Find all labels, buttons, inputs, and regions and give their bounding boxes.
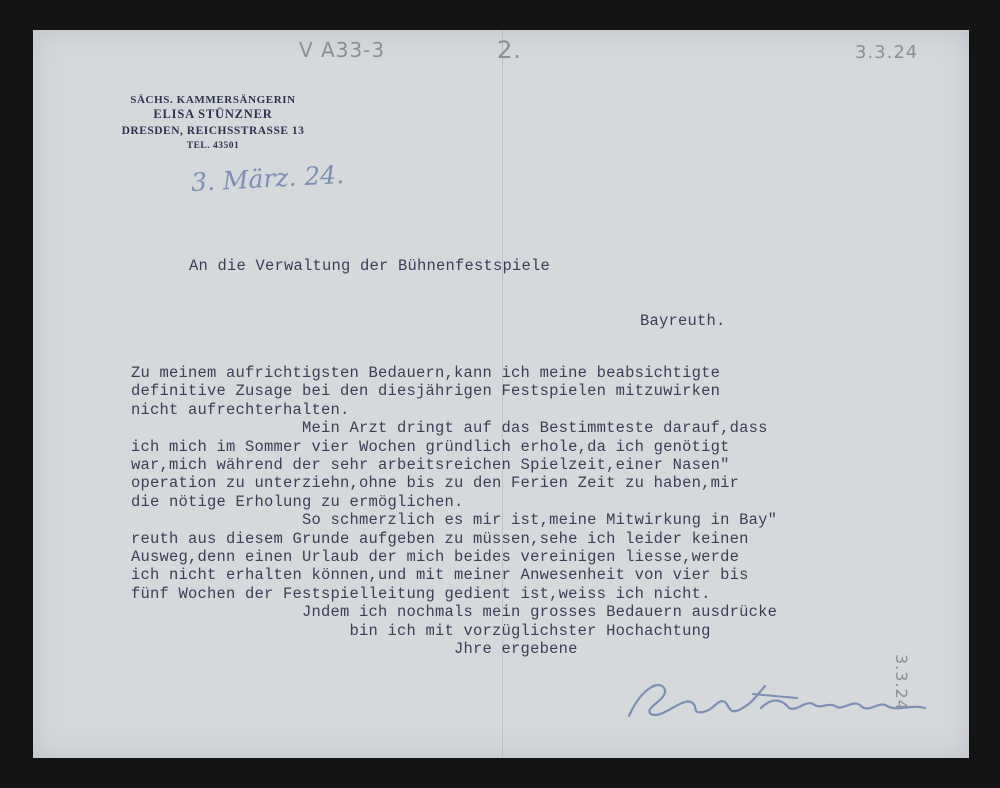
body-line: nicht aufrechterhalten. — [131, 400, 350, 419]
body-line: war,mich während der sehr arbeitsreichen Spielzeit,einer Nasen" — [131, 456, 730, 474]
body-line: ich mich im Sommer vier Wochen gründlich erhole,da ich genötigt — [131, 437, 730, 456]
body-line: bin ich mit vorzüglichster Hochachtung — [131, 621, 711, 640]
body-line: definitive Zusage bei den diesjährigen Festspielen mitzuwirken — [131, 382, 721, 401]
letterhead-address: DRESDEN, REICHSSTRASSE 13 — [121, 125, 305, 137]
letter-sheet — [33, 30, 969, 758]
letterhead-phone: TEL. 43501 — [186, 141, 240, 151]
recipient-city: Bayreuth. — [640, 312, 726, 330]
handwritten-date: 3. März. 24. — [190, 160, 345, 197]
pencil-date-margin: 3.3.24 — [892, 654, 911, 711]
page-number: 2. — [497, 36, 522, 64]
letterhead — [93, 94, 333, 151]
signature-mark — [621, 668, 931, 728]
body-line: ich nicht erhalten können,und mit meiner Anwesenheit von vier bis — [131, 566, 749, 585]
body-line: So schmerzlich es mir ist,meine Mitwirkung in Bay" — [131, 511, 778, 530]
body-line: reuth aus diesem Grunde aufgeben zu müssen,sehe ich leider keinen — [131, 529, 749, 548]
letterhead-name: ELISA STÜNZNER — [153, 107, 273, 121]
body-line: die nötige Erholung zu ermöglichen. — [131, 492, 464, 511]
recipient-line: An die Verwaltung der Bühnenfestspiele — [189, 257, 551, 275]
archive-reference: V A33-3 — [299, 38, 386, 62]
body-line: Jndem ich nochmals mein grosses Bedauern ausdrücke — [131, 603, 778, 622]
letterhead-title: SÄCHS. KAMMERSÄNGERIN — [130, 94, 296, 106]
pencil-date-top: 3.3.24 — [855, 42, 919, 63]
body-line: fünf Wochen der Festspielleitung gedient ist,weiss ich nicht. — [131, 584, 711, 603]
body-line: Mein Arzt dringt auf das Bestimmteste darauf,dass — [131, 419, 768, 438]
body-line: Ausweg,denn einen Urlaub der mich beides vereinigen liesse,werde — [131, 548, 740, 566]
body-line: Jhre ergebene — [131, 640, 578, 658]
body-line: operation zu unterziehn,ohne bis zu den Ferien Zeit zu haben,mir — [131, 474, 740, 493]
body-line: Zu meinem aufrichtigsten Bedauern,kann ich meine beabsichtigte — [131, 364, 721, 382]
